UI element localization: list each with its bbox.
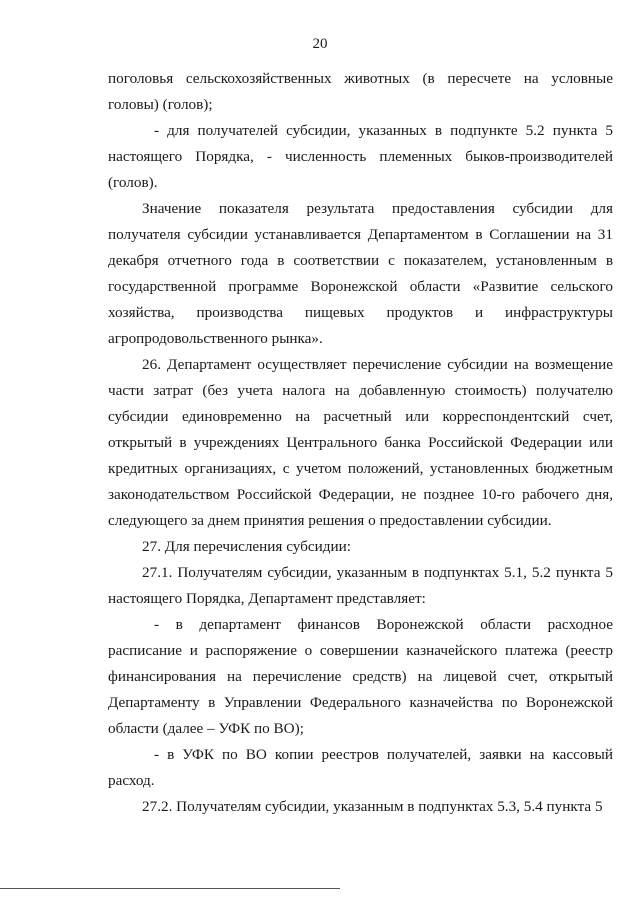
paragraph-item-27-2: 27.2. Получателям субсидии, указанным в подпунктах 5.3, 5.4 пункта 5: [142, 798, 603, 815]
paragraph-item-27-1: 27.1. Получателям субсидии, указанным в подпунктах 5.1, 5.2 пункта 5 настоящего Порядка, Департамент представляет:: [108, 564, 613, 607]
paragraph-bulls-indicator: - для получателей субсидии, указанных в подпункте 5.2 пункта 5 настоящего Порядка, - численность племенных быков-производителей (голов).: [108, 122, 613, 191]
paragraph-item-26: 26. Департамент осуществляет перечисление субсидии на возмещение части затрат (без учета налога на добавленную стоимость) получателю субсидии единовременно на расчетный или корреспондентский счет, открытый в учреждениях Центрального банка Российской Федерации или кредитных организациях, с учетом положений, установленных бюджетным законодательством Российской Федерации, не позднее 10-го рабочего дня, следующего за днем принятия решения о предоставлении субсидии.: [108, 356, 613, 529]
paragraph-item-27: 27. Для перечисления субсидии:: [142, 538, 351, 555]
paragraph-result-indicator: Значение показателя результата предоставления субсидии для получателя субсидии устанавливается Департаментом в Соглашении на 31 декабря отчетного года в соответствии с показателем, установленным в государственной программе Воронежской области «Развитие сельского хозяйства, производства пищевых продуктов и инфраструктуры агропродовольственного рынка».: [108, 200, 613, 347]
footer-divider: [0, 888, 340, 889]
document-body: [108, 66, 613, 820]
paragraph-finance-department: - в департамент финансов Воронежской области расходное расписание и распоряжение о совершении казначейского платежа (реестр финансирования на перечисление средств) на лицевой счет, открытый Департаменту в Управлении Федерального казначейства по Воронежской области (далее – УФК по ВО);: [108, 616, 613, 737]
page-number: 20: [312, 36, 328, 52]
paragraph-livestock-continuation: поголовья сельскохозяйственных животных (в пересчете на условные головы) (голов);: [108, 70, 613, 113]
paragraph-ufk-registers: - в УФК по ВО копии реестров получателей, заявки на кассовый расход.: [108, 746, 613, 789]
